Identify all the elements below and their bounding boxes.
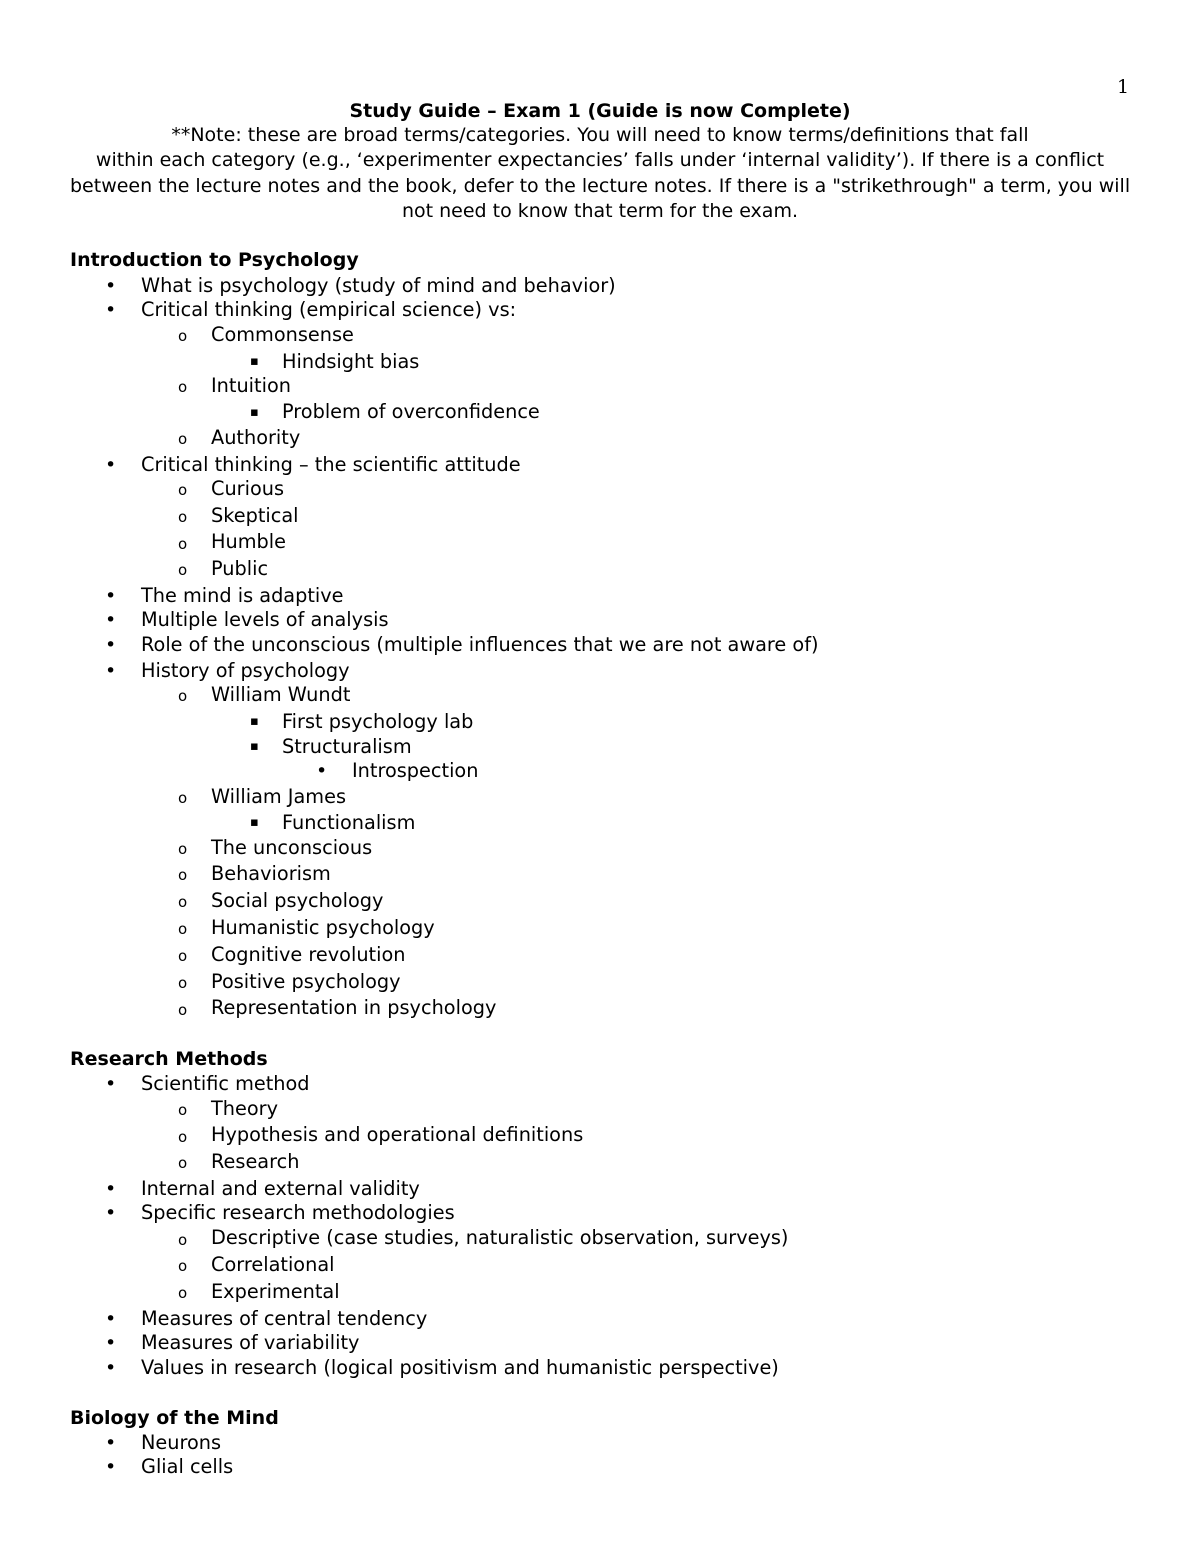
list-item: Descriptive (case studies, naturalistic observation, surveys)	[211, 1226, 789, 1249]
circle-bullet-icon: o	[178, 481, 188, 499]
list-item: Experimental	[211, 1280, 340, 1303]
list-item: Problem of overconfidence	[282, 400, 540, 423]
list-item: Representation in psychology	[211, 996, 497, 1019]
circle-bullet-icon: o	[178, 1001, 188, 1019]
bullet-icon: •	[105, 660, 117, 682]
circle-bullet-icon: o	[178, 893, 188, 911]
list-item: Correlational	[211, 1253, 335, 1276]
circle-bullet-icon: o	[178, 920, 188, 938]
note-line: between the lecture notes and the book, defer to the lecture notes. If there is a "strikethrough" a term, you will	[70, 174, 1131, 197]
bullet-icon: •	[105, 609, 117, 631]
circle-bullet-icon: o	[178, 327, 188, 345]
list-item: Curious	[211, 477, 285, 500]
document-title: Study Guide – Exam 1 (Guide is now Complete)	[349, 100, 851, 122]
list-item: William Wundt	[211, 683, 351, 706]
list-item: Measures of central tendency	[141, 1307, 428, 1330]
list-item: Cognitive revolution	[211, 943, 406, 966]
list-item: History of psychology	[141, 659, 350, 682]
list-item: Multiple levels of analysis	[141, 608, 389, 631]
list-item: The mind is adaptive	[141, 584, 344, 607]
circle-bullet-icon: o	[178, 1101, 188, 1119]
bullet-icon: •	[105, 1332, 117, 1354]
bullet-icon: •	[105, 1178, 117, 1200]
section-heading-intro: Introduction to Psychology	[70, 249, 359, 271]
list-item: Authority	[211, 426, 301, 449]
list-item: Social psychology	[211, 889, 384, 912]
bullet-icon: •	[105, 1456, 117, 1478]
list-item: Internal and external validity	[141, 1177, 420, 1200]
note-line: within each category (e.g., ‘experimenter expectancies’ falls under ‘internal validity’). If there is a conflict	[95, 149, 1105, 172]
list-item: Commonsense	[211, 323, 354, 346]
square-bullet-icon: ▪	[250, 354, 259, 369]
bullet-icon: •	[105, 1073, 117, 1095]
list-item: Theory	[211, 1097, 278, 1120]
circle-bullet-icon: o	[178, 840, 188, 858]
list-item: Measures of variability	[141, 1331, 360, 1354]
section-heading-research: Research Methods	[70, 1048, 268, 1070]
circle-bullet-icon: o	[178, 866, 188, 884]
page-number: 1	[1117, 76, 1130, 98]
list-item: Introspection	[352, 759, 479, 782]
list-item: Critical thinking – the scientific attitude	[141, 453, 521, 476]
list-item: Positive psychology	[211, 970, 401, 993]
list-item: William James	[211, 785, 346, 808]
bullet-icon: •	[105, 585, 117, 607]
circle-bullet-icon: o	[178, 1231, 188, 1249]
circle-bullet-icon: o	[178, 535, 188, 553]
circle-bullet-icon: o	[178, 947, 188, 965]
list-item: Neurons	[141, 1431, 222, 1454]
list-item: Functionalism	[282, 811, 416, 834]
section-heading-biology: Biology of the Mind	[70, 1407, 279, 1429]
circle-bullet-icon: o	[178, 974, 188, 992]
list-item: Values in research (logical positivism and humanistic perspective)	[141, 1356, 779, 1379]
circle-bullet-icon: o	[178, 687, 188, 705]
bullet-icon: •	[105, 454, 117, 476]
bullet-icon: •	[316, 760, 328, 782]
list-item: Glial cells	[141, 1455, 234, 1478]
list-item: Hindsight bias	[282, 350, 420, 373]
note-paragraph	[70, 123, 1130, 224]
list-item: First psychology lab	[282, 710, 474, 733]
circle-bullet-icon: o	[178, 1128, 188, 1146]
list-item: Humble	[211, 530, 286, 553]
square-bullet-icon: ▪	[250, 815, 259, 830]
circle-bullet-icon: o	[178, 1154, 188, 1172]
square-bullet-icon: ▪	[250, 405, 259, 420]
bullet-icon: •	[105, 1432, 117, 1454]
bullet-icon: •	[105, 275, 117, 297]
bullet-icon: •	[105, 1357, 117, 1379]
list-item: Role of the unconscious (multiple influences that we are not aware of)	[141, 633, 819, 656]
square-bullet-icon: ▪	[250, 739, 259, 754]
bullet-icon: •	[105, 634, 117, 656]
circle-bullet-icon: o	[178, 789, 188, 807]
list-item: Humanistic psychology	[211, 916, 435, 939]
circle-bullet-icon: o	[178, 1257, 188, 1275]
list-item: Scientific method	[141, 1072, 310, 1095]
bullet-icon: •	[105, 299, 117, 321]
note-line: **Note: these are broad terms/categories. You will need to know terms/definitions that fall	[171, 124, 1029, 146]
bullet-icon: •	[105, 1202, 117, 1224]
circle-bullet-icon: o	[178, 561, 188, 579]
list-item: Hypothesis and operational definitions	[211, 1123, 584, 1146]
bullet-icon: •	[105, 1308, 117, 1330]
list-item: Specific research methodologies	[141, 1201, 455, 1224]
circle-bullet-icon: o	[178, 508, 188, 526]
square-bullet-icon: ▪	[250, 714, 259, 729]
circle-bullet-icon: o	[178, 1284, 188, 1302]
list-item: What is psychology (study of mind and behavior)	[141, 274, 616, 297]
list-item: Research	[211, 1150, 300, 1173]
list-item: Behaviorism	[211, 862, 331, 885]
circle-bullet-icon: o	[178, 378, 188, 396]
list-item: Intuition	[211, 374, 291, 397]
list-item: The unconscious	[211, 836, 373, 859]
list-item: Public	[211, 557, 269, 580]
list-item: Skeptical	[211, 504, 299, 527]
list-item: Critical thinking (empirical science) vs:	[141, 298, 517, 321]
circle-bullet-icon: o	[178, 430, 188, 448]
list-item: Structuralism	[282, 735, 412, 758]
note-line: not need to know that term for the exam.	[401, 199, 798, 222]
